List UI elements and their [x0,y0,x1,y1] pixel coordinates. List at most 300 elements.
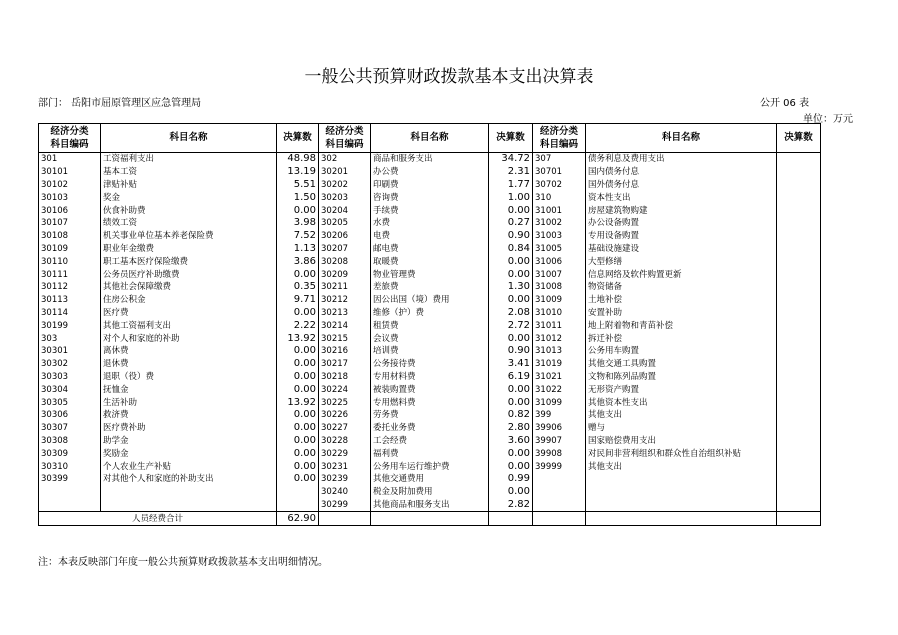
table-row [39,204,821,217]
amount-cell [777,422,821,435]
table-row [39,460,821,473]
amount-cell [277,486,319,499]
code-cell: 30199 [39,319,101,332]
code-cell [39,499,101,512]
table-row [39,332,821,345]
amount-cell: 0.00 [277,345,319,358]
department-label: 部门： 岳阳市屈原管理区应急管理局 [38,98,202,109]
subject-name-cell: 公务员医疗补助缴费 [101,268,277,281]
table-row [39,447,821,460]
code-cell: 302 [319,153,371,166]
amount-cell [277,499,319,512]
amount-cell: 0.00 [277,204,319,217]
amount-cell: 7.52 [277,230,319,243]
code-cell: 30209 [319,268,371,281]
code-cell: 31022 [533,383,586,396]
expenditure-table [38,123,821,526]
summary-label: 人员经费合计 [39,512,277,526]
code-cell: 30305 [39,396,101,409]
code-cell: 30213 [319,307,371,320]
code-cell: 30109 [39,243,101,256]
code-cell: 30114 [39,307,101,320]
code-cell: 30214 [319,319,371,332]
code-cell: 30208 [319,255,371,268]
subject-name-cell: 差旅费 [371,281,489,294]
code-cell: 30224 [319,383,371,396]
code-cell: 30301 [39,345,101,358]
code-cell [533,486,586,499]
amount-cell [777,371,821,384]
subject-name-cell: 其他交通费用 [371,473,489,486]
subject-name-cell [101,486,277,499]
amount-cell [777,307,821,320]
table-row [39,473,821,486]
code-cell [39,486,101,499]
amount-cell: 1.77 [489,179,533,192]
code-cell: 31010 [533,307,586,320]
subject-name-cell: 奖励金 [101,447,277,460]
subject-name-cell: 津贴补贴 [101,179,277,192]
subject-name-cell: 住房公积金 [101,294,277,307]
empty-cell [533,512,586,526]
subject-name-cell: 职工基本医疗保险缴费 [101,255,277,268]
amount-cell: 0.00 [489,268,533,281]
empty-cell [777,512,821,526]
subject-name-cell: 其他支出 [586,460,777,473]
amount-cell: 0.82 [489,409,533,422]
subject-name-cell: 印刷费 [371,179,489,192]
subject-name-cell: 救济费 [101,409,277,422]
amount-cell: 0.00 [277,371,319,384]
empty-cell [371,512,489,526]
amount-cell: 5.51 [277,179,319,192]
table-row [39,153,821,166]
code-cell: 30304 [39,383,101,396]
subject-name-cell: 职业年金缴费 [101,243,277,256]
empty-cell [586,512,777,526]
amount-cell [777,396,821,409]
code-cell: 31012 [533,332,586,345]
amount-cell [777,179,821,192]
amount-cell [777,499,821,512]
amount-cell: 0.00 [277,307,319,320]
subject-name-cell: 办公设备购置 [586,217,777,230]
amount-cell: 48.98 [277,153,319,166]
subject-name-cell: 税金及附加费用 [371,486,489,499]
form-number: 公开 06 表 [760,98,810,109]
code-cell: 31007 [533,268,586,281]
code-cell: 31021 [533,371,586,384]
header-code-3: 经济分类 科目编码 [533,124,586,153]
table-row [39,268,821,281]
subject-name-cell: 对其他个人和家庭的补助支出 [101,473,277,486]
amount-cell: 0.00 [489,255,533,268]
code-cell: 30307 [39,422,101,435]
subject-name-cell: 抚恤金 [101,383,277,396]
table-row [39,345,821,358]
amount-cell: 3.60 [489,435,533,448]
subject-name-cell [586,473,777,486]
subject-name-cell: 被装购置费 [371,383,489,396]
subject-name-cell: 国内债务付息 [586,166,777,179]
code-cell: 30303 [39,371,101,384]
amount-cell [777,255,821,268]
amount-cell: 3.86 [277,255,319,268]
code-cell: 30108 [39,230,101,243]
amount-cell [777,153,821,166]
subject-name-cell: 国家赔偿费用支出 [586,435,777,448]
summary-value: 62.90 [277,512,319,526]
subject-name-cell [101,499,277,512]
header-name-3: 科目名称 [586,124,777,153]
subject-name-cell: 维修（护）费 [371,307,489,320]
subject-name-cell: 其他支出 [586,409,777,422]
code-cell: 30217 [319,358,371,371]
subject-name-cell: 文物和陈列品购置 [586,371,777,384]
table-header-row [39,124,821,153]
table-row [39,281,821,294]
code-cell: 30701 [533,166,586,179]
code-cell [533,499,586,512]
subject-name-cell: 基本工资 [101,166,277,179]
subject-name-cell: 办公费 [371,166,489,179]
code-cell: 30227 [319,422,371,435]
code-cell: 30204 [319,204,371,217]
subject-name-cell: 邮电费 [371,243,489,256]
subject-name-cell: 水费 [371,217,489,230]
code-cell: 30106 [39,204,101,217]
amount-cell [777,217,821,230]
subject-name-cell: 其他资本性支出 [586,396,777,409]
subject-name-cell: 房屋建筑物购建 [586,204,777,217]
table-row [39,217,821,230]
amount-cell: 0.90 [489,345,533,358]
subject-name-cell: 医疗费补助 [101,422,277,435]
subject-name-cell: 委托业务费 [371,422,489,435]
amount-cell [777,409,821,422]
subject-name-cell: 其他交通工具购置 [586,358,777,371]
amount-cell: 13.92 [277,332,319,345]
subject-name-cell: 安置补助 [586,307,777,320]
amount-cell: 0.00 [277,409,319,422]
subject-name-cell: 大型修缮 [586,255,777,268]
subject-name-cell: 专用材料费 [371,371,489,384]
subject-name-cell [586,499,777,512]
subject-name-cell: 公务用车购置 [586,345,777,358]
empty-cell [319,512,371,526]
code-cell: 30203 [319,191,371,204]
code-cell: 30225 [319,396,371,409]
amount-cell [777,268,821,281]
subject-name-cell: 退职（役）费 [101,371,277,384]
code-cell: 30306 [39,409,101,422]
table-row [39,409,821,422]
subject-name-cell: 专用设备购置 [586,230,777,243]
amount-cell [777,447,821,460]
code-cell: 30205 [319,217,371,230]
amount-cell [777,319,821,332]
code-cell: 310 [533,191,586,204]
amount-cell: 3.41 [489,358,533,371]
amount-cell [777,204,821,217]
subject-name-cell: 专用燃料费 [371,396,489,409]
amount-cell [777,332,821,345]
code-cell: 31006 [533,255,586,268]
report-title: 一般公共预算财政拨款基本支出决算表 [304,67,594,87]
subject-name-cell: 会议费 [371,332,489,345]
code-cell: 30113 [39,294,101,307]
header-amount-1: 决算数 [277,124,319,153]
code-cell: 30111 [39,268,101,281]
code-cell: 30310 [39,460,101,473]
code-cell: 30231 [319,460,371,473]
table-row [39,396,821,409]
table-row [39,294,821,307]
footnote: 注：本表反映部门年度一般公共预算财政拨款基本支出明细情况。 [38,557,328,568]
amount-cell: 0.00 [489,396,533,409]
subject-name-cell: 土地补偿 [586,294,777,307]
subject-name-cell: 劳务费 [371,409,489,422]
code-cell: 31001 [533,204,586,217]
subject-name-cell: 国外债务付息 [586,179,777,192]
amount-cell: 2.31 [489,166,533,179]
table-body [39,153,821,526]
amount-cell: 1.30 [489,281,533,294]
empty-cell [489,512,533,526]
table-row [39,371,821,384]
subject-name-cell [586,486,777,499]
subject-name-cell: 退休费 [101,358,277,371]
code-cell: 30228 [319,435,371,448]
code-cell: 30215 [319,332,371,345]
code-cell: 30206 [319,230,371,243]
amount-cell: 3.98 [277,217,319,230]
subject-name-cell: 离休费 [101,345,277,358]
code-cell: 30218 [319,371,371,384]
amount-cell: 34.72 [489,153,533,166]
code-cell: 31099 [533,396,586,409]
table-row [39,358,821,371]
code-cell: 30702 [533,179,586,192]
subject-name-cell: 公务用车运行维护费 [371,460,489,473]
code-cell: 39999 [533,460,586,473]
subject-name-cell: 取暖费 [371,255,489,268]
subject-name-cell: 其他商品和服务支出 [371,499,489,512]
header-name-2: 科目名称 [371,124,489,153]
table-row [39,499,821,512]
amount-cell: 13.92 [277,396,319,409]
amount-cell: 1.13 [277,243,319,256]
code-cell: 30112 [39,281,101,294]
code-cell: 31019 [533,358,586,371]
amount-cell: 0.90 [489,230,533,243]
amount-cell: 0.99 [489,473,533,486]
table-row [39,166,821,179]
header-amount-2: 决算数 [489,124,533,153]
subject-name-cell: 咨询费 [371,191,489,204]
amount-cell: 9.71 [277,294,319,307]
header-code-2: 经济分类 科目编码 [319,124,371,153]
amount-cell: 0.35 [277,281,319,294]
amount-cell: 0.00 [277,447,319,460]
table-row [39,422,821,435]
subject-name-cell: 电费 [371,230,489,243]
code-cell [533,473,586,486]
code-cell: 399 [533,409,586,422]
subject-name-cell: 对民间非营利组织和群众性自治组织补贴 [586,447,777,460]
code-cell: 30239 [319,473,371,486]
subject-name-cell: 公务接待费 [371,358,489,371]
table-row [39,307,821,320]
code-cell: 30226 [319,409,371,422]
subject-name-cell: 工资福利支出 [101,153,277,166]
code-cell: 31008 [533,281,586,294]
amount-cell: 2.82 [489,499,533,512]
amount-cell: 0.00 [277,422,319,435]
header-code-1: 经济分类 科目编码 [39,124,101,153]
table-row [39,191,821,204]
subject-name-cell: 拆迁补偿 [586,332,777,345]
amount-cell [777,281,821,294]
amount-cell: 0.00 [489,460,533,473]
subject-name-cell: 医疗费 [101,307,277,320]
code-cell: 39908 [533,447,586,460]
subject-name-cell: 因公出国（境）费用 [371,294,489,307]
amount-cell: 0.00 [277,460,319,473]
subject-name-cell: 物资储备 [586,281,777,294]
code-cell: 30299 [319,499,371,512]
amount-cell: 1.50 [277,191,319,204]
amount-cell: 0.00 [489,332,533,345]
code-cell: 39906 [533,422,586,435]
subject-name-cell: 其他社会保障缴费 [101,281,277,294]
subject-name-cell: 培训费 [371,345,489,358]
subject-name-cell: 信息网络及软件购置更新 [586,268,777,281]
amount-cell: 0.00 [277,358,319,371]
amount-cell: 2.80 [489,422,533,435]
code-cell: 31011 [533,319,586,332]
amount-cell [777,460,821,473]
subject-name-cell: 伙食补助费 [101,204,277,217]
amount-cell: 0.00 [489,486,533,499]
subject-name-cell: 地上附着物和青苗补偿 [586,319,777,332]
subject-name-cell: 机关事业单位基本养老保险费 [101,230,277,243]
code-cell: 30399 [39,473,101,486]
code-cell: 30102 [39,179,101,192]
code-cell: 30309 [39,447,101,460]
code-cell: 30212 [319,294,371,307]
amount-cell: 6.19 [489,371,533,384]
code-cell: 30107 [39,217,101,230]
subject-name-cell: 基础设施建设 [586,243,777,256]
amount-cell: 2.72 [489,319,533,332]
amount-cell: 0.00 [277,435,319,448]
subject-name-cell: 债务利息及费用支出 [586,153,777,166]
subject-name-cell: 物业管理费 [371,268,489,281]
amount-cell: 0.00 [489,294,533,307]
table-row [39,230,821,243]
subject-name-cell: 工会经费 [371,435,489,448]
amount-cell [777,486,821,499]
amount-cell [777,166,821,179]
code-cell: 31003 [533,230,586,243]
code-cell: 39907 [533,435,586,448]
table-row [39,435,821,448]
amount-cell: 13.19 [277,166,319,179]
subject-name-cell: 福利费 [371,447,489,460]
subject-name-cell: 生活补助 [101,396,277,409]
amount-cell [777,230,821,243]
subject-name-cell: 无形资产购置 [586,383,777,396]
table-row [39,243,821,256]
code-cell: 30201 [319,166,371,179]
code-cell: 31005 [533,243,586,256]
amount-cell [777,383,821,396]
amount-cell [777,345,821,358]
amount-cell: 2.22 [277,319,319,332]
code-cell: 30216 [319,345,371,358]
subject-name-cell: 个人农业生产补贴 [101,460,277,473]
unit-label: 单位：万元 [803,114,853,125]
amount-cell: 0.00 [489,383,533,396]
amount-cell [777,294,821,307]
code-cell: 30103 [39,191,101,204]
table-row [39,383,821,396]
code-cell: 31002 [533,217,586,230]
table-row [39,486,821,499]
code-cell: 30202 [319,179,371,192]
table-row [39,255,821,268]
code-cell: 30211 [319,281,371,294]
amount-cell: 0.27 [489,217,533,230]
amount-cell: 0.00 [277,383,319,396]
subject-name-cell: 赠与 [586,422,777,435]
amount-cell [777,435,821,448]
code-cell: 30229 [319,447,371,460]
summary-row [39,512,821,526]
code-cell: 31013 [533,345,586,358]
subject-name-cell: 商品和服务支出 [371,153,489,166]
amount-cell: 0.00 [489,447,533,460]
amount-cell: 0.00 [489,204,533,217]
code-cell: 30207 [319,243,371,256]
code-cell: 303 [39,332,101,345]
amount-cell [777,358,821,371]
amount-cell: 2.08 [489,307,533,320]
subject-name-cell: 租赁费 [371,319,489,332]
code-cell: 30110 [39,255,101,268]
amount-cell [777,243,821,256]
code-cell: 31009 [533,294,586,307]
subject-name-cell: 其他工资福利支出 [101,319,277,332]
amount-cell: 0.00 [277,473,319,486]
header-name-1: 科目名称 [101,124,277,153]
subject-name-cell: 对个人和家庭的补助 [101,332,277,345]
amount-cell: 0.84 [489,243,533,256]
amount-cell: 1.00 [489,191,533,204]
amount-cell [777,191,821,204]
table-row [39,319,821,332]
code-cell: 301 [39,153,101,166]
code-cell: 30101 [39,166,101,179]
amount-cell [777,473,821,486]
subject-name-cell: 资本性支出 [586,191,777,204]
table-row [39,179,821,192]
subject-name-cell: 奖金 [101,191,277,204]
header-amount-3: 决算数 [777,124,821,153]
code-cell: 307 [533,153,586,166]
amount-cell: 0.00 [277,268,319,281]
